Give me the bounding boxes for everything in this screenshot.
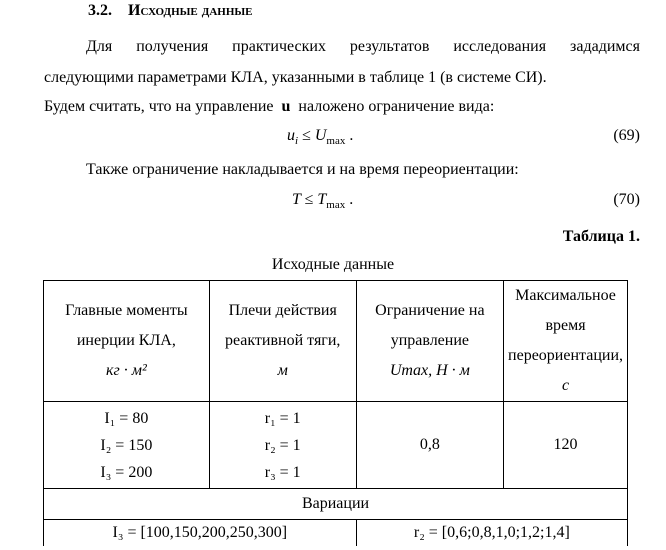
header-inertia-line-2: инерции КЛА, bbox=[76, 332, 176, 349]
arm-value-2: r₂ = 1 bbox=[264, 436, 301, 454]
arm-value-1: r₁ = 1 bbox=[264, 409, 301, 427]
header-arms bbox=[209, 281, 356, 402]
header-arms-line-2: реактивной тяги, bbox=[224, 332, 341, 349]
paragraph-1-line-2: следующими параметрами КЛА, указанными в таблице 1 (в системе СИ). bbox=[44, 69, 547, 86]
arm-value-3: r₃ = 1 bbox=[264, 463, 301, 481]
eq70-rhs: T bbox=[317, 191, 327, 208]
header-time-line-2: время bbox=[545, 317, 586, 334]
eq69-lhs-sub: i bbox=[295, 135, 299, 147]
paragraph-3: Также ограничение накладывается и на время переориентации: bbox=[86, 161, 519, 178]
variations-header-row bbox=[44, 489, 628, 520]
eq70-rhs-sub: max bbox=[326, 199, 346, 211]
inertia-value-3: I₃ = 200 bbox=[100, 463, 153, 481]
inertia-value-1: I₁ = 80 bbox=[104, 409, 149, 427]
eq70-tail: . bbox=[349, 191, 354, 208]
section-heading bbox=[88, 2, 253, 20]
header-inertia-line-1: Главные моменты bbox=[65, 302, 188, 319]
max-time-value: 120 bbox=[504, 402, 628, 489]
header-max-time bbox=[504, 281, 628, 402]
header-control-unit: Umax, Н · м bbox=[389, 362, 470, 379]
header-control-line-1: Ограничение на bbox=[375, 302, 485, 319]
header-arms-line-1: Плечи действия bbox=[228, 302, 337, 319]
paragraph-2 bbox=[44, 98, 494, 116]
eq69-tail: . bbox=[349, 127, 354, 144]
eq69-rhs-sub: max bbox=[326, 135, 346, 147]
section-title: Исходные данные bbox=[128, 2, 253, 19]
eq69-lhs: u bbox=[287, 127, 295, 144]
variations-title: Вариации bbox=[44, 489, 628, 520]
equation-70-number: (70) bbox=[613, 191, 640, 208]
header-time-line-1: Максимальное bbox=[515, 287, 616, 304]
equation-69 bbox=[287, 127, 353, 147]
table-data-row bbox=[44, 402, 628, 489]
table-header-row bbox=[44, 281, 628, 402]
eq70-lhs: T bbox=[292, 191, 301, 208]
header-time-unit: с bbox=[561, 377, 570, 394]
variation-arms: r₂ = [0,6;0,8,1,0;1,2;1,4] bbox=[356, 520, 627, 547]
header-inertia bbox=[44, 281, 210, 402]
variations-row bbox=[44, 520, 628, 547]
variation-inertia: I₃ = [100,150,200,250,300] bbox=[44, 520, 357, 547]
inertia-values bbox=[44, 402, 210, 489]
header-time-line-3: переориентации, bbox=[508, 347, 623, 364]
equation-70 bbox=[292, 191, 353, 211]
paragraph-1-line-1: Для получения практических результатов исследования зададимся bbox=[86, 38, 640, 55]
header-control-limit bbox=[356, 281, 503, 402]
eq69-op: ≤ bbox=[302, 127, 311, 144]
control-limit-value: 0,8 bbox=[356, 402, 503, 489]
parameters-table bbox=[43, 280, 628, 546]
arm-values bbox=[209, 402, 356, 489]
eq69-rhs: U bbox=[314, 127, 327, 144]
equation-69-number: (69) bbox=[613, 127, 640, 144]
table-label: Таблица 1. bbox=[562, 228, 640, 245]
section-number: 3.2. bbox=[88, 2, 112, 19]
paragraph-2-before: Будем считать, что на управление bbox=[44, 98, 274, 115]
header-inertia-unit: кг · м² bbox=[106, 362, 147, 379]
paragraph-2-after: наложено ограничение вида: bbox=[298, 98, 495, 115]
control-vector-symbol: u bbox=[281, 98, 291, 115]
inertia-value-2: I₂ = 150 bbox=[100, 436, 153, 454]
header-arms-unit: м bbox=[277, 362, 288, 379]
eq70-op: ≤ bbox=[304, 191, 314, 208]
header-control-line-2: управление bbox=[390, 332, 470, 349]
table-caption: Исходные данные bbox=[271, 256, 395, 273]
